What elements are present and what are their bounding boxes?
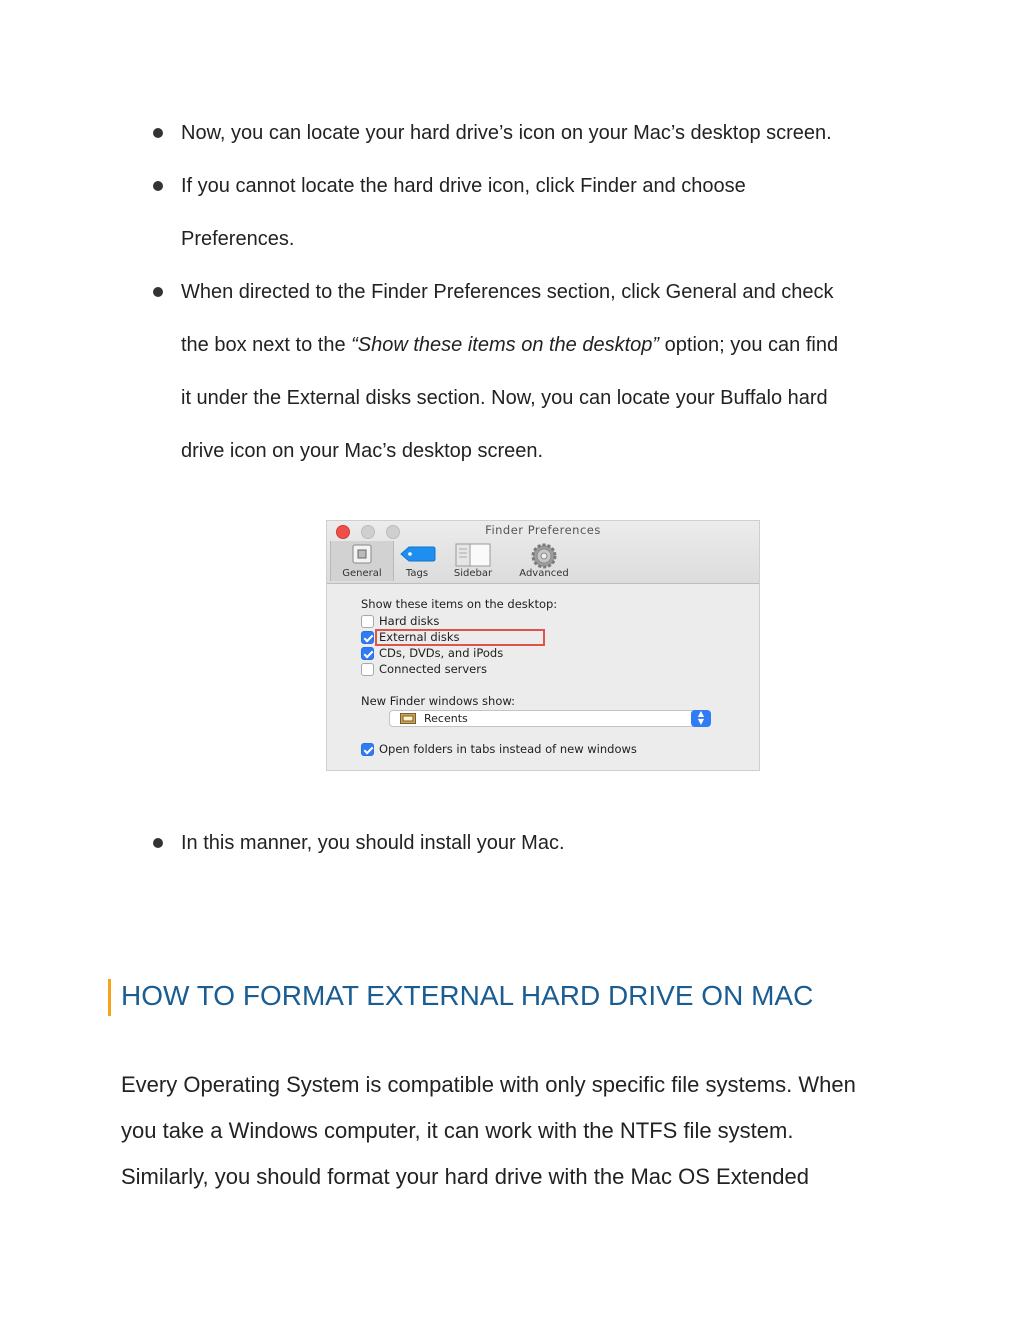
- bullet-text-segment: option; you can find: [659, 334, 839, 356]
- checkbox[interactable]: [361, 647, 374, 660]
- bullet-text: [181, 333, 838, 357]
- chevron-updown-icon[interactable]: ▲ ▼: [691, 710, 711, 727]
- checkbox-label: CDs, DVDs, and iPods: [379, 646, 504, 660]
- show-items-heading: Show these items on the desktop:: [361, 597, 558, 611]
- finder-preferences-screenshot: [326, 520, 760, 771]
- recents-icon: [400, 713, 416, 724]
- checkbox-label: External disks: [379, 630, 460, 644]
- bullet-dot: [153, 181, 163, 191]
- tab-advanced[interactable]: [507, 541, 581, 581]
- bullet-dot: [153, 287, 163, 297]
- quoted-option-name: “Show these items on the desktop”: [351, 334, 660, 356]
- bullet-dot: [153, 838, 163, 848]
- new-window-heading: New Finder windows show:: [361, 694, 516, 708]
- checkbox-label: Hard disks: [379, 614, 440, 628]
- sidebar-icon: [455, 543, 491, 567]
- tab-label: Advanced: [519, 568, 569, 579]
- tag-icon: [397, 543, 437, 565]
- bullet-text: When directed to the Finder Preferences section, click General and check: [181, 281, 834, 303]
- highlight-box: [375, 629, 545, 646]
- bullet-text: drive icon on your Mac’s desktop screen.: [181, 440, 544, 462]
- bullet-dot: [153, 128, 163, 138]
- heading-accent-bar: [108, 979, 111, 1016]
- checkbox[interactable]: [361, 631, 374, 644]
- tab-label: Sidebar: [453, 568, 493, 579]
- select-value: Recents: [424, 712, 468, 725]
- tab-label: Tags: [405, 568, 429, 579]
- tab-general[interactable]: [330, 541, 394, 581]
- paragraph-line: Every Operating System is compatible with only specific file systems. When: [121, 1072, 856, 1097]
- new-window-select[interactable]: [389, 710, 711, 727]
- bullet-text: Preferences.: [181, 228, 295, 250]
- section-heading: HOW TO FORMAT EXTERNAL HARD DRIVE ON MAC: [121, 980, 814, 1011]
- checkbox-label: Open folders in tabs instead of new windows: [379, 742, 637, 756]
- paragraph-line: Similarly, you should format your hard drive with the Mac OS Extended: [121, 1164, 810, 1189]
- bullet-text: If you cannot locate the hard drive icon, click Finder and choose: [181, 175, 746, 197]
- tab-tags[interactable]: [395, 541, 439, 581]
- bullet-text: In this manner, you should install your Mac.: [181, 832, 565, 854]
- tab-sidebar[interactable]: [445, 541, 501, 581]
- bullet-text-segment: the box next to the: [181, 334, 352, 356]
- bullet-text: Now, you can locate your hard drive’s icon on your Mac’s desktop screen.: [181, 122, 832, 144]
- checkbox-label: Connected servers: [379, 662, 487, 676]
- general-switch-icon: [351, 543, 373, 565]
- paragraph-line: you take a Windows computer, it can work with the NTFS file system.: [121, 1118, 794, 1143]
- checkbox[interactable]: [361, 663, 374, 676]
- window-titlebar: [327, 521, 759, 584]
- checkbox[interactable]: [361, 615, 374, 628]
- checkbox[interactable]: [361, 743, 374, 756]
- gear-icon: [531, 543, 557, 569]
- tab-label: General: [342, 568, 382, 579]
- window-title: Finder Preferences: [485, 523, 601, 537]
- bullet-text: it under the External disks section. Now, you can locate your Buffalo hard: [181, 387, 828, 409]
